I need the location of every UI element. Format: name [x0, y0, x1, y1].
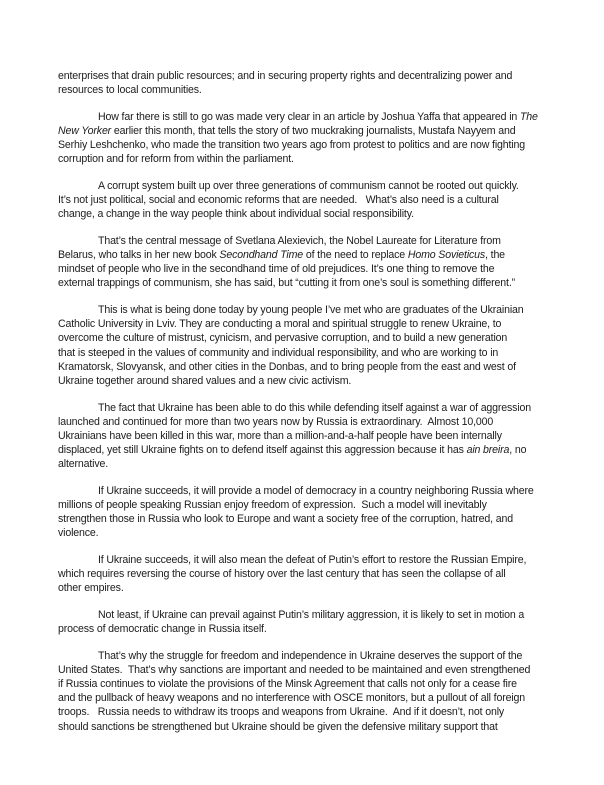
- text-run: millions of people speaking Russian enjoy freedom of expression. Such a model will inevitably: [58, 499, 487, 512]
- text-line: [58, 401, 548, 415]
- italic-text-run: The: [519, 110, 538, 123]
- paragraph: [58, 179, 548, 222]
- text-line: [58, 303, 548, 317]
- text-line: [58, 553, 548, 567]
- text-line: [58, 567, 548, 581]
- text-line: [58, 234, 548, 248]
- text-run: Ukraine together around shared values and a new civic activism.: [58, 374, 352, 387]
- text-run: alternative.: [58, 458, 109, 471]
- text-run: and the pullback of heavy weapons and no interference with OSCE monitors, but a pullout of all foreign: [58, 692, 526, 705]
- italic-text-run: ain breira: [466, 444, 510, 457]
- text-run: external trappings of communism, she has said, but “cutting it from one’s soul is something different.”: [58, 277, 515, 290]
- text-run: should sanctions be strengthened but Ukraine should be given the defensive military support that: [58, 720, 498, 733]
- text-line: [58, 720, 548, 734]
- text-run: It’s not just political, social and economic reforms that are needed. What’s also need is a cultural: [58, 194, 499, 207]
- text-run: of the need to replace: [303, 249, 408, 262]
- text-run: United States. That’s why sanctions are important and needed to be maintained and even strengthened: [58, 663, 531, 676]
- text-run: enterprises that drain public resources; and in securing property rights and decentralizing power and: [58, 70, 513, 82]
- text-run: which requires reversing the course of history over the last century that has seen the collapse of all: [58, 568, 506, 581]
- text-run: This is what is being done today by young people I’ve met who are graduates of the Ukrainian: [98, 304, 524, 316]
- paragraph: [58, 553, 548, 596]
- paragraph: [58, 649, 548, 734]
- text-run: , no: [509, 444, 527, 457]
- text-run: Not least, if Ukraine can prevail against Putin’s military aggression, it is likely to set in motion a: [98, 608, 525, 621]
- text-line: [58, 498, 548, 512]
- text-line: [58, 429, 548, 443]
- paragraph: [58, 234, 548, 291]
- text-run: strengthen those in Russia who look to Europe and want a society free of the corruption, hatred, and: [58, 513, 513, 526]
- paragraph: [58, 608, 548, 636]
- text-line: [58, 331, 548, 345]
- text-line: [58, 207, 548, 221]
- text-line: [58, 415, 548, 429]
- text-line: [58, 457, 548, 471]
- text-run: displaced, yet still Ukraine fights on to defend itself against this aggression because it has: [58, 444, 467, 457]
- italic-text-run: Homo Sovieticus: [407, 249, 486, 262]
- text-run: Kramatorsk, Slovyansk, and other cities in the Donbas, and to bring people from the east and west of: [58, 360, 516, 373]
- text-run: If Ukraine succeeds, it will also mean the defeat of Putin’s effort to restore the Russian Empire,: [98, 553, 527, 566]
- text-run: earlier this month, that tells the story of two muckraking journalists, Mustafa Nayyem and: [111, 124, 516, 137]
- text-line: [58, 262, 548, 276]
- paragraph: [58, 69, 548, 97]
- text-line: [58, 138, 548, 152]
- text-run: resources to local communities.: [58, 84, 202, 97]
- text-line: [58, 69, 548, 83]
- text-run: change, a change in the way people think about individual social responsibility.: [58, 208, 414, 221]
- paragraph: [58, 110, 548, 167]
- text-line: [58, 512, 548, 526]
- text-line: [58, 276, 548, 290]
- text-line: [58, 608, 548, 622]
- text-run: , the: [485, 249, 505, 262]
- text-line: [58, 179, 548, 193]
- text-line: [58, 346, 548, 360]
- paragraph: [58, 401, 548, 472]
- text-line: [58, 705, 548, 719]
- text-line: [58, 83, 548, 97]
- document-body: [58, 69, 548, 746]
- text-line: [58, 526, 548, 540]
- text-line: [58, 360, 548, 374]
- text-line: [58, 248, 548, 262]
- text-run: corruption and for reform from within the parliament.: [58, 153, 294, 166]
- text-run: mindset of people who live in the secondhand time of old prejudices. It’s one thing to remove the: [58, 263, 495, 276]
- text-run: Serhiy Leshchenko, who made the transition two years ago from protest to politics and are now fighting: [58, 139, 525, 152]
- text-line: [58, 581, 548, 595]
- text-run: Belarus, who talks in her new book: [58, 249, 220, 262]
- text-line: [58, 663, 548, 677]
- text-run: overcome the culture of mistrust, cynicism, and pervasive corruption, and to build a new generation: [58, 332, 508, 345]
- text-line: [58, 193, 548, 207]
- text-run: A corrupt system built up over three generations of communism cannot be rooted out quickly.: [98, 179, 519, 192]
- text-run: if Russia continues to violate the provisions of the Minsk Agreement that calls not only for a cease fire: [58, 678, 517, 691]
- text-line: [58, 124, 548, 138]
- text-run: Ukrainians have been killed in this war, more than a million-and-a-half people have been internally: [58, 429, 502, 442]
- text-run: The fact that Ukraine has been able to do this while defending itself against a war of aggression: [98, 401, 532, 414]
- italic-text-run: Secondhand Time: [219, 249, 304, 262]
- text-run: other empires.: [58, 582, 124, 595]
- text-run: That’s why the struggle for freedom and independence in Ukraine deserves the support of the: [98, 649, 523, 662]
- text-run: that is steeped in the values of community and individual responsibility, and who are working to in: [58, 346, 499, 359]
- text-run: That’s the central message of Svetlana Alexievich, the Nobel Laureate for Literature from: [98, 234, 501, 247]
- text-line: [58, 317, 548, 331]
- text-run: If Ukraine succeeds, it will provide a model of democracy in a country neighboring Russia where: [98, 484, 534, 497]
- text-line: [58, 649, 548, 663]
- text-line: [58, 484, 548, 498]
- text-run: violence.: [58, 527, 99, 540]
- text-line: [58, 443, 548, 457]
- text-line: [58, 691, 548, 705]
- paragraph: [58, 484, 548, 541]
- text-line: [58, 152, 548, 166]
- text-run: process of democratic change in Russia itself.: [58, 623, 267, 636]
- paragraph: [58, 303, 548, 388]
- text-line: [58, 677, 548, 691]
- text-run: Catholic University in Lviv. They are conducting a moral and spiritual struggle to renew Ukraine, to: [58, 318, 502, 331]
- text-run: How far there is still to go was made very clear in an article by Joshua Yaffa that appeared in: [98, 110, 520, 123]
- text-run: launched and continued for more than two years now by Russia is extraordinary. Almost 10,000: [58, 415, 494, 428]
- text-line: [58, 374, 548, 388]
- text-run: troops. Russia needs to withdraw its troops and weapons from Ukraine. And if it doesn’t, not only: [58, 706, 505, 719]
- text-line: [58, 622, 548, 636]
- italic-text-run: New Yorker: [58, 124, 112, 137]
- text-line: [58, 110, 548, 124]
